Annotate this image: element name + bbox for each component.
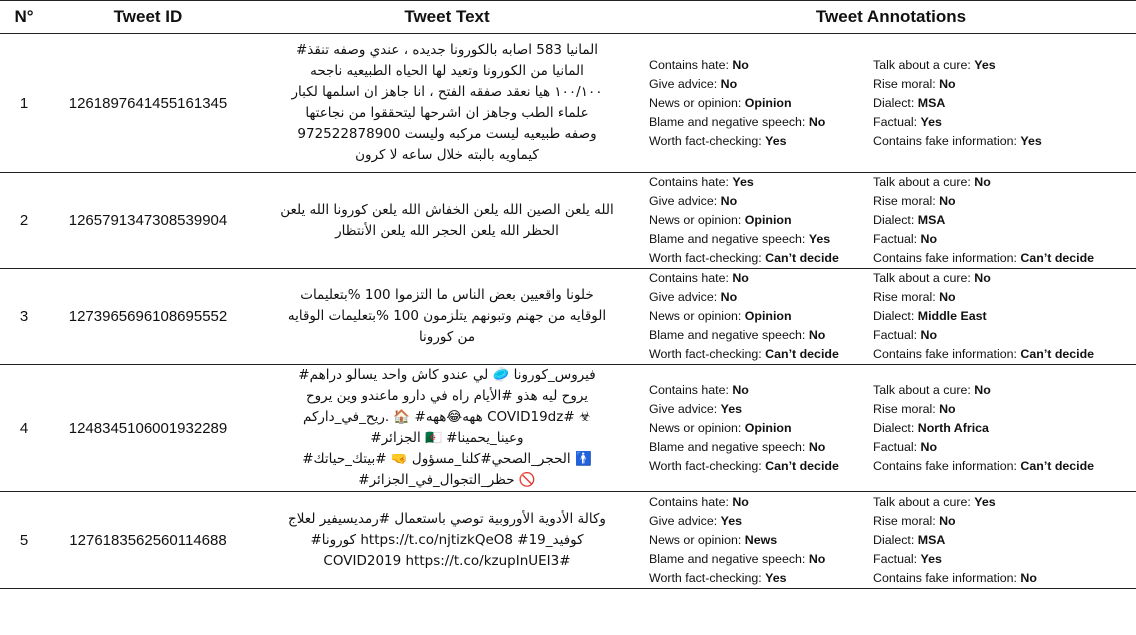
annotation-item <box>649 419 873 438</box>
annotation-value: No <box>939 513 956 528</box>
annotation-label: Contains hate: <box>649 271 729 285</box>
annotation-value: No <box>808 439 826 454</box>
annotation-item <box>873 269 1094 288</box>
annotation-label: Contains fake information: <box>873 570 1017 585</box>
annotation-label: Dialect: <box>873 213 915 227</box>
annotation-item <box>649 381 873 400</box>
annotation-label: Dialect: <box>873 95 915 110</box>
annotation-value: Opinion <box>744 95 792 110</box>
annotation-value: No <box>939 76 956 91</box>
annotation-item <box>649 211 873 230</box>
annotation-item <box>873 132 1042 151</box>
annotation-value: Opinion <box>744 213 792 227</box>
annotation-item <box>649 230 873 249</box>
tweet-text-line: الوقايه من جهنم وتبونهم يتلزمون 100 %بتعليمات الوقايه <box>287 308 607 324</box>
annotation-value: Can’t decide <box>765 458 839 473</box>
tweet-id: 1276183562560114688 <box>48 492 248 589</box>
annotation-grid <box>646 173 1136 268</box>
annotation-grid <box>646 493 1136 588</box>
annotation-label: Factual: <box>873 232 918 246</box>
tweet-text-line: وعينا_يحمينا# 🇩🇿 الجزائر# <box>370 430 524 446</box>
annotation-column <box>646 493 873 588</box>
annotation-value: No <box>808 114 826 129</box>
tweet-id: 1248345106001932289 <box>48 365 248 492</box>
tweet-text-line: من كورونا <box>418 329 476 345</box>
annotation-item <box>649 132 873 151</box>
row-number: 3 <box>0 269 48 365</box>
annotation-value: Yes <box>720 513 743 528</box>
annotation-value: Yes <box>974 57 996 72</box>
header-tweet-id: Tweet ID <box>48 1 248 34</box>
annotation-item <box>649 94 873 113</box>
annotation-item <box>873 512 1037 531</box>
annotation-label: Rise moral: <box>873 194 936 208</box>
annotation-label: Rise moral: <box>873 76 936 91</box>
annotation-label: Contains hate: <box>649 57 729 72</box>
annotation-column <box>873 56 1042 151</box>
annotation-label: Dialect: <box>873 309 915 323</box>
row-number: 2 <box>0 173 48 269</box>
annotation-item <box>649 326 873 345</box>
annotation-item <box>649 438 873 457</box>
annotation-item <box>873 381 1094 400</box>
tweet-annotations <box>646 365 1136 492</box>
annotation-value: Can’t decide <box>1020 251 1095 265</box>
annotation-value: MSA <box>917 213 946 227</box>
annotation-value: Yes <box>765 570 787 585</box>
annotation-item <box>873 345 1094 364</box>
table-body <box>0 34 1136 589</box>
tweet-id: 1273965696108695552 <box>48 269 248 365</box>
annotation-value: Yes <box>1020 133 1042 148</box>
tweet-text-line: 🚹 الحجر_الصحي#كلنا_مسؤول 🤜 #بيتك_حياتك# <box>302 451 592 467</box>
table-row <box>0 173 1136 269</box>
annotation-value: No <box>732 382 749 397</box>
annotation-label: Dialect: <box>873 420 915 435</box>
annotation-value: No <box>808 551 826 566</box>
annotation-label: News or opinion: <box>649 532 742 547</box>
annotation-item <box>649 550 873 569</box>
annotation-label: Blame and negative speech: <box>649 232 806 246</box>
tweet-text-line: كيماويه بالبته خلال ساعه لا كرون <box>355 147 539 163</box>
tweet-text-line: المانيا 583 اصابه بالكورونا جديده ، عندي وصفه تنقذ# <box>295 42 599 58</box>
annotation-value: Opinion <box>744 420 792 435</box>
tweet-text-line: #COVID2019 https://t.co/kzupInUEI3 <box>323 552 571 569</box>
annotation-label: Contains fake information: <box>873 133 1017 148</box>
annotation-column <box>646 381 873 476</box>
annotation-item <box>873 113 1042 132</box>
annotation-value: Yes <box>732 175 754 189</box>
annotation-label: Give advice: <box>649 401 718 416</box>
annotation-item <box>873 56 1042 75</box>
annotation-value: No <box>920 328 938 342</box>
annotation-label: Give advice: <box>649 194 718 208</box>
annotation-item <box>649 56 873 75</box>
annotation-value: Yes <box>808 232 831 246</box>
annotation-item <box>873 307 1094 326</box>
tweet-annotations <box>646 173 1136 269</box>
tweet-text-line: وكالة الأدوية الأوروبية توصي باستعمال #رمديسيفير لعلاج <box>288 510 606 527</box>
row-number: 5 <box>0 492 48 589</box>
annotation-label: Worth fact-checking: <box>649 458 762 473</box>
annotation-item <box>873 230 1094 249</box>
tweet-text <box>248 173 646 269</box>
annotation-label: Worth fact-checking: <box>649 133 762 148</box>
tweet-text-line: ☣ #COVID19dz ههه😂ههه# 🏠 .ريح_في_داركم <box>302 409 592 425</box>
annotation-item <box>649 493 873 512</box>
annotation-item <box>649 288 873 307</box>
annotation-value: Can’t decide <box>765 347 839 361</box>
annotation-label: News or opinion: <box>649 95 742 110</box>
tweet-text-line: كوفيد_19# https://t.co/njtizkQeO8 كورونا# <box>310 531 584 548</box>
table-row <box>0 492 1136 589</box>
row-number: 1 <box>0 34 48 173</box>
annotation-label: Rise moral: <box>873 513 936 528</box>
annotation-column <box>873 493 1037 588</box>
annotation-value: No <box>1020 570 1037 585</box>
annotation-label: Blame and negative speech: <box>649 328 806 342</box>
annotation-value: No <box>920 439 938 454</box>
annotation-item <box>649 173 873 192</box>
annotation-value: No <box>939 290 956 304</box>
annotation-item <box>873 192 1094 211</box>
annotation-item <box>649 512 873 531</box>
annotation-value: Can’t decide <box>1020 347 1095 361</box>
annotation-item <box>649 345 873 364</box>
tweet-id: 1265791347308539904 <box>48 173 248 269</box>
annotation-item <box>873 94 1042 113</box>
tweet-annotations <box>646 492 1136 589</box>
annotation-label: Give advice: <box>649 290 718 304</box>
annotation-label: Contains fake information: <box>873 458 1017 473</box>
annotation-value: Yes <box>720 401 743 416</box>
annotation-item <box>649 113 873 132</box>
annotation-column <box>873 381 1094 476</box>
tweet-text-line: الحظر الله يلعن الحجر الله يلعن الأنتظار <box>335 222 559 239</box>
annotation-label: Talk about a cure: <box>873 175 971 189</box>
annotation-item <box>649 249 873 268</box>
tweet-text-line: خلونا واقعيين بعض الناس ما التزموا 100 %بتعليمات <box>300 287 594 303</box>
annotation-label: Worth fact-checking: <box>649 570 762 585</box>
annotation-label: Talk about a cure: <box>873 271 971 285</box>
annotation-value: No <box>720 290 738 304</box>
annotation-value: Yes <box>920 114 942 129</box>
annotation-item <box>873 457 1094 476</box>
annotation-label: Factual: <box>873 551 918 566</box>
annotation-value: North Africa <box>917 420 989 435</box>
annotation-value: Yes <box>974 494 996 509</box>
table-header <box>0 1 1136 34</box>
annotation-value: No <box>732 57 749 72</box>
annotation-item <box>649 531 873 550</box>
annotation-value: Opinion <box>744 309 792 323</box>
annotation-value: Yes <box>920 551 942 566</box>
annotation-item <box>873 75 1042 94</box>
annotation-label: Factual: <box>873 439 918 454</box>
annotation-item <box>873 419 1094 438</box>
tweet-text-line: وصفه طبيعيه ليست مركبه وليست 972522878900 <box>297 126 597 142</box>
tweet-annotations <box>646 34 1136 173</box>
annotation-value: No <box>939 401 956 416</box>
annotation-value: No <box>720 76 738 91</box>
annotation-value: No <box>939 194 956 208</box>
annotation-item <box>873 249 1094 268</box>
annotation-label: Worth fact-checking: <box>649 251 762 265</box>
annotation-item <box>873 173 1094 192</box>
annotation-label: Give advice: <box>649 76 718 91</box>
annotation-item <box>873 438 1094 457</box>
annotation-item <box>649 269 873 288</box>
annotation-value: MSA <box>917 95 946 110</box>
annotation-label: Factual: <box>873 328 918 342</box>
header-row <box>0 1 1136 34</box>
annotation-label: Dialect: <box>873 532 915 547</box>
header-tweet-annotations: Tweet Annotations <box>646 1 1136 34</box>
annotation-value: No <box>974 382 991 397</box>
tweet-text-line: فيروس_كورونا 🥏 لي عندو كاش واحد يسالو دراهم# <box>298 367 596 383</box>
annotation-value: Can’t decide <box>1020 458 1095 473</box>
annotation-item <box>649 75 873 94</box>
table-row <box>0 269 1136 365</box>
tweet-text <box>248 269 646 365</box>
tweet-text-line: الله يلعن الصين الله يلعن الخفاش الله يلعن كورونا الله يلعن <box>280 201 614 218</box>
annotation-item <box>649 192 873 211</box>
annotation-item <box>649 400 873 419</box>
annotation-column <box>646 269 873 364</box>
annotation-label: Give advice: <box>649 513 718 528</box>
annotation-item <box>873 326 1094 345</box>
annotation-grid <box>646 381 1136 476</box>
annotation-value: Middle East <box>917 309 987 323</box>
annotation-item <box>873 493 1037 512</box>
header-number: N° <box>0 1 48 34</box>
annotation-item <box>873 550 1037 569</box>
tweet-text <box>248 34 646 173</box>
annotation-value: No <box>920 232 938 246</box>
annotation-label: Contains hate: <box>649 175 729 189</box>
annotation-value: No <box>732 494 749 509</box>
annotation-value: Yes <box>765 133 787 148</box>
tweet-text <box>248 365 646 492</box>
annotation-item <box>873 288 1094 307</box>
annotation-label: Talk about a cure: <box>873 57 971 72</box>
annotation-label: Factual: <box>873 114 918 129</box>
annotation-column <box>873 173 1094 268</box>
annotation-column <box>646 56 873 151</box>
tweet-annotations <box>646 269 1136 365</box>
annotation-item <box>649 457 873 476</box>
row-number: 4 <box>0 365 48 492</box>
annotation-label: Rise moral: <box>873 401 936 416</box>
annotation-label: Contains fake information: <box>873 347 1017 361</box>
annotation-label: Rise moral: <box>873 290 936 304</box>
tweet-text <box>248 492 646 589</box>
annotation-label: Blame and negative speech: <box>649 114 806 129</box>
annotation-item <box>873 211 1094 230</box>
header-tweet-text: Tweet Text <box>248 1 646 34</box>
annotation-label: Talk about a cure: <box>873 494 971 509</box>
annotation-label: Blame and negative speech: <box>649 439 806 454</box>
annotation-item <box>649 569 873 588</box>
tweet-text-line: المانيا من الكورونا وتعيد لها الحياه الطبيعيه ناجحه <box>310 63 584 79</box>
annotation-grid <box>646 269 1136 364</box>
annotation-value: No <box>720 194 738 208</box>
annotation-label: Contains fake information: <box>873 251 1017 265</box>
tweet-id: 1261897641455161345 <box>48 34 248 173</box>
annotation-item <box>873 531 1037 550</box>
annotation-label: Contains hate: <box>649 494 729 509</box>
annotation-item <box>649 307 873 326</box>
annotation-label: News or opinion: <box>649 420 742 435</box>
annotation-label: Talk about a cure: <box>873 382 971 397</box>
annotation-column <box>873 269 1094 364</box>
annotation-label: Contains hate: <box>649 382 729 397</box>
table-row <box>0 365 1136 492</box>
annotation-value: No <box>808 328 826 342</box>
tweet-text-line: ١٠٠/١٠٠ هيا نعقد صفقه الفتح ، انا جاهز ان اسلمها لكبار <box>291 84 603 100</box>
tweet-text-line: علماء الطب وجاهز ان اشرحها ليتحققوا من نجاعتها <box>305 105 589 121</box>
annotation-item <box>873 400 1094 419</box>
annotation-label: Worth fact-checking: <box>649 347 762 361</box>
annotation-label: Blame and negative speech: <box>649 551 806 566</box>
annotation-value: Can’t decide <box>765 251 839 265</box>
annotation-label: News or opinion: <box>649 309 742 323</box>
tweet-text-line: يروح ليه هذو #الأيام راه في دارو ماعندو وين يروح <box>305 388 589 404</box>
annotation-label: News or opinion: <box>649 213 742 227</box>
annotation-value: No <box>974 175 991 189</box>
annotation-column <box>646 173 873 268</box>
annotation-grid <box>646 56 1136 151</box>
annotation-value: No <box>974 271 991 285</box>
annotation-value: News <box>744 532 778 547</box>
table-row <box>0 34 1136 173</box>
annotation-item <box>873 569 1037 588</box>
annotation-value: No <box>732 271 749 285</box>
annotation-value: MSA <box>917 532 946 547</box>
tweet-text-line: 🚫 حظر_التجوال_في_الجزائر# <box>358 472 536 488</box>
